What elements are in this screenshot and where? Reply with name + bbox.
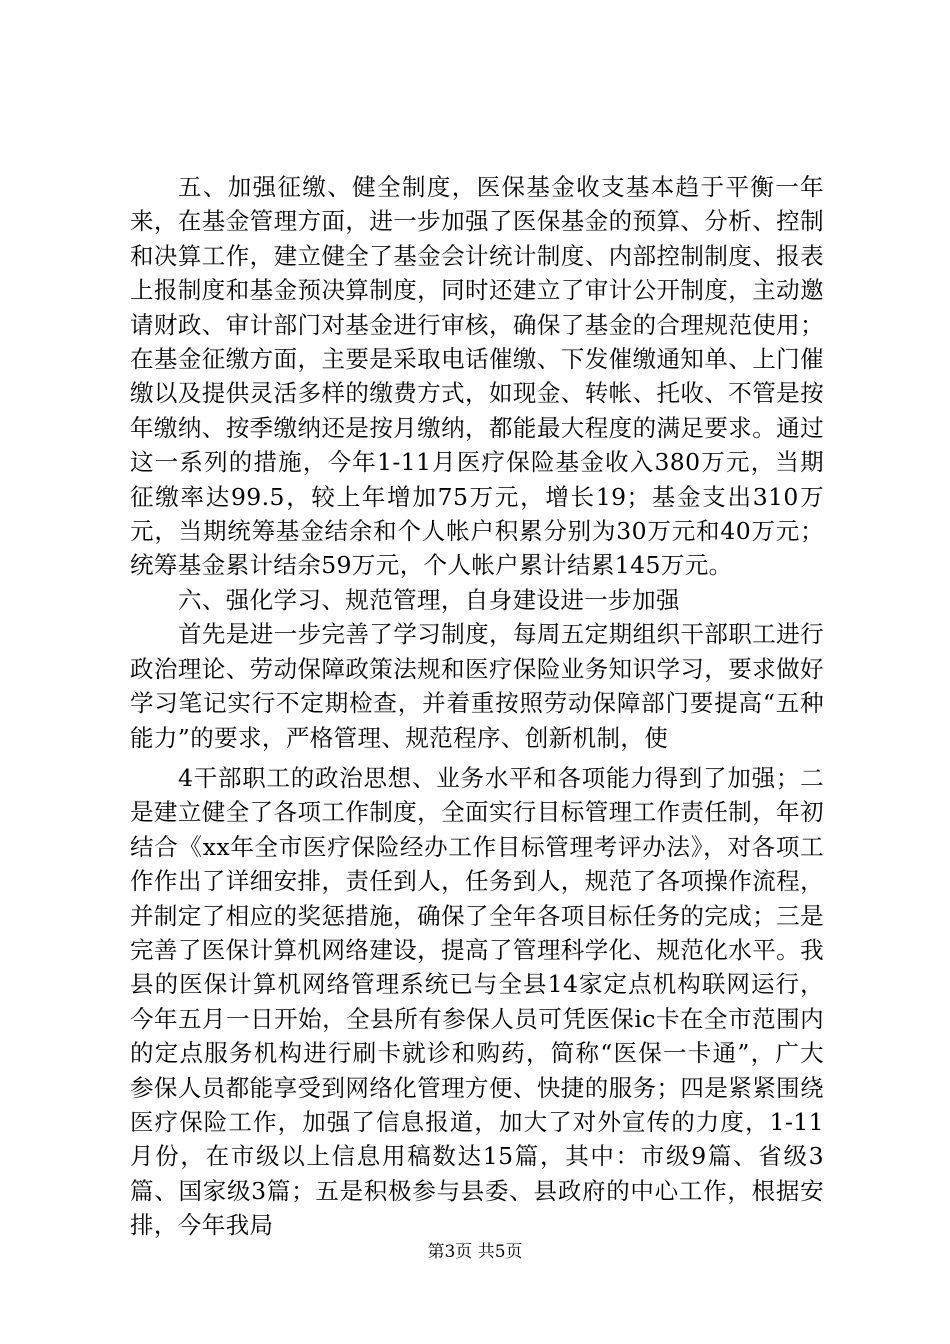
paragraph-work-systems: 4干部职工的政治思想、业务水平和各项能力得到了加强；二是建立健全了各项工作制度，全面实行目标管理工作责任制，年初结合《xx年全市医疗保险经办工作目标管理考评办法》，对各项工作作出了详细安排，责任到人，任务到人，规范了各项操作流程，并制定了相应的奖惩措施，确保了全年各项目标任务的完成；三是完善了医保计算机网络建设，提高了管理科学化、规范化水平。我县的医保计算机网络管理系统已与全县14家定点机构联网运行，今年五月一日开始，全县所有参保人员可凭医保ic卡在全市范围内的定点服务机构进行刷卡就诊和购药，简称“医保一卡通”，广大参保人员都能享受到网络化管理方便、快捷的服务；四是紧紧围绕医疗保险工作，加强了信息报道，加大了对外宣传的力度，1-11月份，在市级以上信息用稿数达15篇，其中：市级9篇、省级3篇、国家级3篇；五是积极参与县委、县政府的中心工作，根据安排，今年我局 [130,763,824,1240]
paragraph-fund-collection: 五、加强征缴、健全制度，医保基金收支基本趋于平衡一年来，在基金管理方面，进一步加强了医保基金的预算、分析、控制和决算工作，建立健全了基金会计统计制度、内部控制制度、报表上报制度和基金预决算制度，同时还建立了审计公开制度，主动邀请财政、审计部门对基金进行审核，确保了基金的合理规范使用；在基金征缴方面，主要是采取电话催缴、下发催缴通知单、上门催缴以及提供灵活多样的缴费方式，如现金、转帐、托收、不管是按年缴纳、按季缴纳还是按月缴纳，都能最大程度的满足要求。通过这一系列的措施，今年1-11月医疗保险基金收入380万元，当期征缴率达99.5，较上年增加75万元，增长19；基金支出310万元，当期统筹基金结余和个人帐户积累分别为30万元和40万元；统筹基金累计结余59万元，个人帐户累计结累145万元。 [130,173,824,580]
page-number-indicator: 第3页 共5页 [427,1242,523,1262]
document-body [130,170,824,1243]
paragraph-study-system: 首先是进一步完善了学习制度，每周五定期组织干部职工进行政治理论、劳动保障政策法规和医疗保险业务知识学习，要求做好学习笔记实行不定期检查，并着重按照劳动保障部门要提高“五种能力”的要求，严格管理、规范程序、创新机制，使 [130,620,824,752]
heading-study-management: 六、强化学习、规范管理，自身建设进一步加强 [178,585,680,614]
page-footer [0,1240,950,1264]
